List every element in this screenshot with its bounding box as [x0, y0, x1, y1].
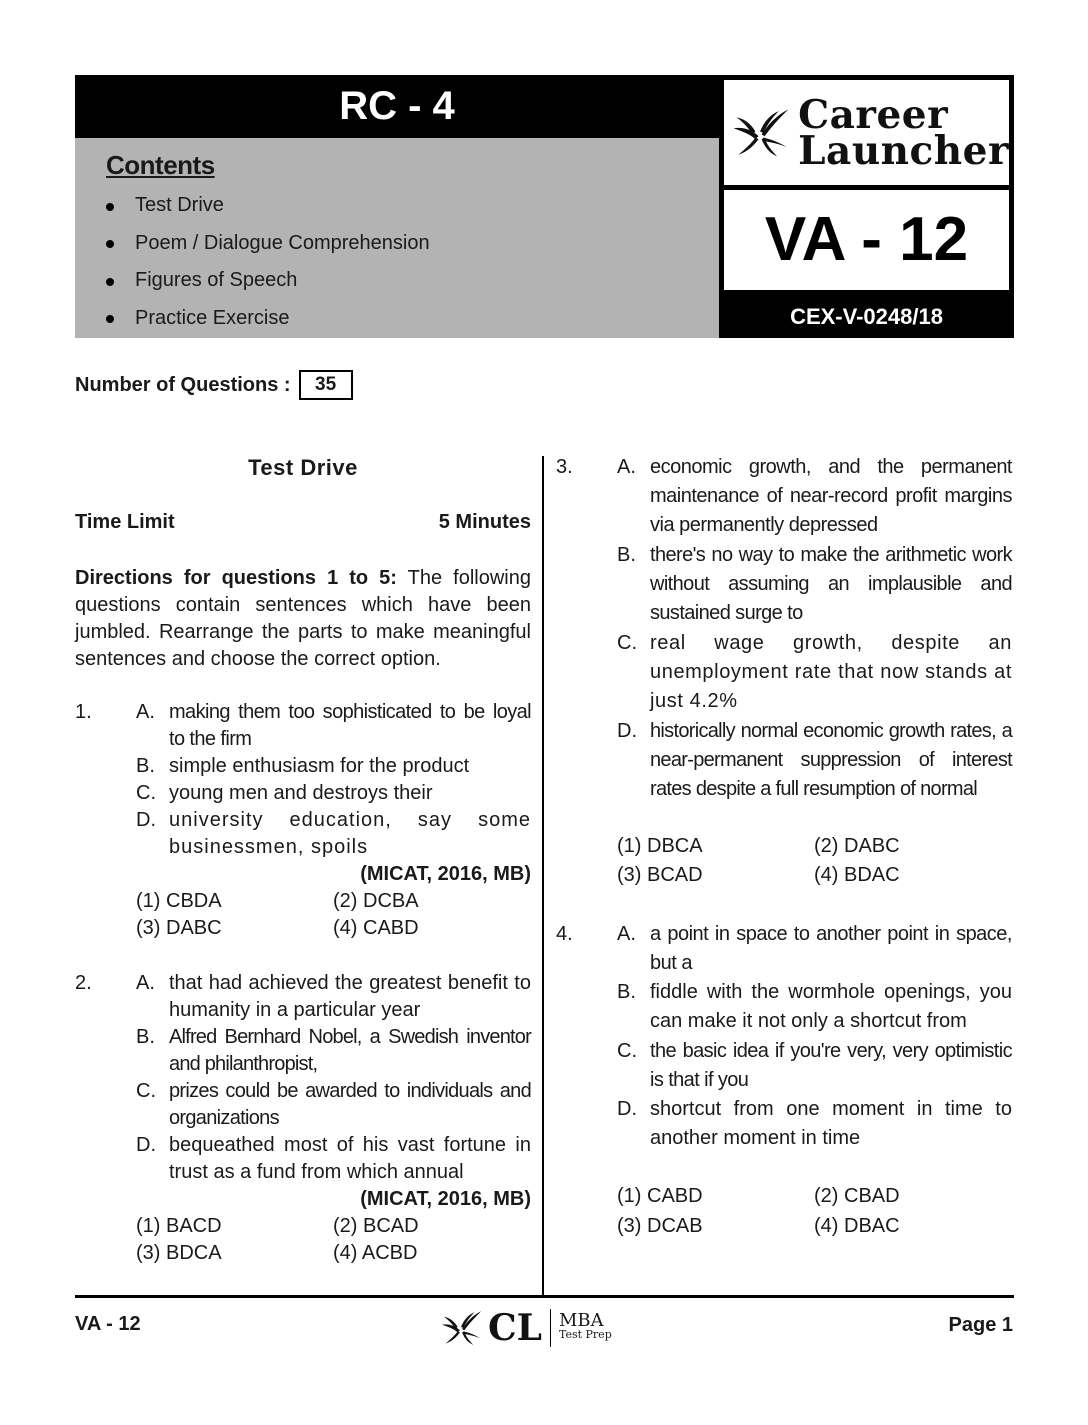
- logo-cl: CL: [488, 1307, 542, 1349]
- directions: [75, 565, 531, 673]
- numq-value: 35: [299, 370, 353, 400]
- number-of-questions: [75, 370, 353, 400]
- answer-choice: (1) CBDA: [136, 890, 222, 912]
- question-2: 2. A. that had achieved the greatest benefit to humanity in a particular year B. Alfred Bernhard Nobel, a Swedish inventor and philanthropist, C. prizes could be awarded to individuals and organizations D. bequeathed most of his vast fortune in trust as a fund from which annual (MICAT, 2016, MB) (1) BACD (2) BCAD (3) BDCA (4) ACBD: [75, 970, 531, 1270]
- question-4: 4. A. a point in space to another point in space, but a B. fiddle with the wormhole openings, you can make it not only a shortcut from C. the basic idea if you're very, very optimistic is that if you D. shortcut from one moment in time to another moment in time (1) CABD (2) CBAD (3) DCAB (4) DBAC: [556, 920, 1014, 1250]
- rc-title: RC - 4: [75, 75, 719, 138]
- answer-choice: (4) ACBD: [333, 1242, 418, 1264]
- va-title: VA - 12: [724, 190, 1009, 290]
- question-source: (MICAT, 2016, MB): [360, 1188, 531, 1210]
- launcher-swirl-icon: [732, 101, 788, 165]
- logo-testprep: Test Prep: [558, 1328, 612, 1341]
- answer-choice: (3) BDCA: [136, 1242, 222, 1264]
- answer-choice: (4) DBAC: [814, 1215, 900, 1237]
- answer-choice: (2) DABC: [814, 835, 900, 857]
- question-number: 3.: [556, 456, 573, 478]
- launcher-swirl-icon: [440, 1310, 482, 1346]
- paper-code: CEX-V-0248/18: [790, 304, 943, 329]
- contents-item: Practice Exercise: [106, 304, 430, 342]
- cl-mba-logo: [440, 1306, 612, 1350]
- answer-choice: (2) BCAD: [333, 1215, 419, 1237]
- contents-item: Test Drive: [106, 191, 430, 229]
- contents-item: Figures of Speech: [106, 266, 430, 304]
- question-3: 3. A. economic growth, and the permanent maintenance of near-record profit margins via permanently depressed B. there's no way to make the arithmetic work without assuming an implausible and sustained surge to C. real wage growth, despite an unemployment rate that now stands at just 4.2% D. historically normal economic growth rates, a near-permanent suppression of interest rates despite a full resumption of normal (1) DBCA (2) DABC (3) BCAD (4) BDAC: [556, 453, 1014, 903]
- answer-choice: (4) CABD: [333, 917, 419, 939]
- contents-item: Poem / Dialogue Comprehension: [106, 229, 430, 267]
- bullet-icon: [106, 240, 114, 248]
- brand-box: [719, 75, 1014, 338]
- section-title: Test Drive: [248, 455, 358, 480]
- question-number: 4.: [556, 923, 573, 945]
- bullet-icon: [106, 278, 114, 286]
- answer-choice: (3) BCAD: [617, 864, 703, 886]
- brand-line1: Career: [798, 91, 949, 138]
- time-limit-row: [75, 511, 531, 534]
- answer-choice: (3) DABC: [136, 917, 222, 939]
- answer-choice: (2) CBAD: [814, 1185, 900, 1207]
- footer-rule: [75, 1295, 1014, 1298]
- question-number: 1.: [75, 701, 92, 723]
- brand-line2: Launcher: [798, 127, 1009, 174]
- column-divider: [542, 456, 544, 1296]
- answer-choice: (1) CABD: [617, 1185, 703, 1207]
- directions-text: The following questions contain sentences which have been jumbled. Rearrange the parts to make meaningful sentences and choose the correct option.: [75, 567, 531, 670]
- logo-mba: MBA: [558, 1310, 604, 1331]
- footer-paper-id: VA - 12: [75, 1313, 141, 1335]
- bullet-icon: [106, 315, 114, 323]
- page-number: Page 1: [948, 1314, 1013, 1336]
- contents-heading: Contents: [106, 150, 215, 180]
- numq-label: Number of Questions :: [75, 373, 291, 396]
- answer-choice: (1) DBCA: [617, 835, 703, 857]
- time-limit-value: 5 Minutes: [438, 511, 531, 533]
- question-1: 1. A. making them too sophisticated to be loyal to the firm B. simple enthusiasm for the product C. young men and destroys their D. university education, say some businessmen, spoils (MICAT, 2016, MB) (1) CBDA (2) DCBA (3) DABC (4) CABD: [75, 699, 531, 949]
- question-number: 2.: [75, 972, 92, 994]
- contents-panel: [75, 138, 719, 338]
- question-source: (MICAT, 2016, MB): [360, 863, 531, 885]
- answer-choice: (3) DCAB: [617, 1215, 703, 1237]
- contents-list: [106, 191, 430, 341]
- logo-separator: [550, 1309, 551, 1347]
- bullet-icon: [106, 203, 114, 211]
- career-launcher-logo: [724, 80, 1009, 185]
- answer-choice: (4) BDAC: [814, 864, 900, 886]
- answer-choice: (2) DCBA: [333, 890, 419, 912]
- time-limit-label: Time Limit: [75, 511, 175, 533]
- answer-choice: (1) BACD: [136, 1215, 222, 1237]
- directions-lead: Directions for questions 1 to 5:: [75, 567, 397, 589]
